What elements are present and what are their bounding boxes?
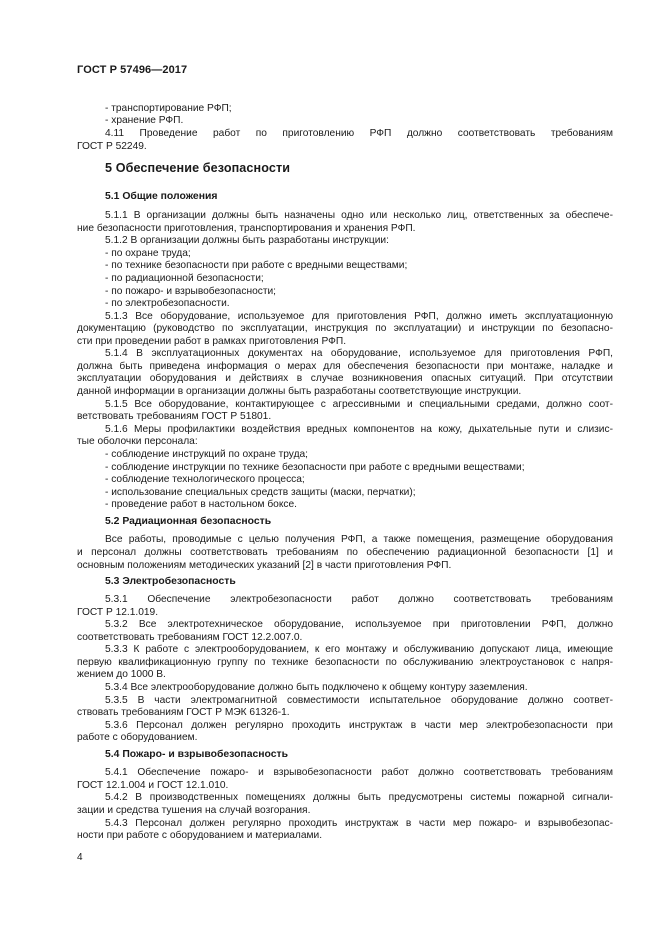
text-line: соответствовать требованиям ГОСТ 12.2.007.0. xyxy=(77,632,303,643)
text-line: должна быть приведена информация о мерах для обеспечения безопасности при монтаже, наладке и xyxy=(77,361,613,372)
text-line: и персонал должны соответствовать требованиям по обеспечению радиационной безопасности [1] и xyxy=(77,547,613,558)
text-line: зации и средства тушения на случай возгорания. xyxy=(77,805,311,816)
text-line: ГОСТ 12.1.004 и ГОСТ 12.1.010. xyxy=(77,780,229,791)
text-line: 4.11 Проведение работ по приготовлению РФП должно соответствовать требованиям xyxy=(105,128,613,139)
text-line: 5.1.5 Все оборудование, контактирующее с агрессивными и специальными средами, должно соот- xyxy=(105,399,613,410)
text-line: - по электробезопасности. xyxy=(105,298,230,309)
text-line: ности при работе с оборудованием и материалами. xyxy=(77,830,323,841)
text-line: - использование специальных средств защиты (маски, перчатки); xyxy=(105,487,416,498)
subsection-heading: 5.1 Общие положения xyxy=(105,191,218,202)
text-line: основным положениям методических указаний [2] в части приготовления РФП. xyxy=(77,560,452,571)
text-line: - проведение работ в настольном боксе. xyxy=(105,499,297,510)
text-line: первую квалификационную группу по технике безопасности по обслуживанию электроустановок с напря- xyxy=(77,657,613,668)
text-line: жением до 1000 В. xyxy=(77,669,166,680)
text-line: ветствовать требованиям ГОСТ Р 51801. xyxy=(77,411,272,422)
text-line: 5.1.1 В организации должны быть назначены одно или несколько лиц, ответственных за обеспече- xyxy=(105,210,613,221)
text-line: 5.4.2 В производственных помещениях должны быть предусмотрены системы пожарной сигнали- xyxy=(105,792,613,803)
text-line: 5.3.6 Персонал должен регулярно проходить инструктаж в части мер электробезопасности при xyxy=(105,720,613,731)
text-line: - транспортирование РФП; xyxy=(105,103,232,114)
text-line: работе с оборудованием. xyxy=(77,732,198,743)
text-line: Все работы, проводимые с целью получения РФП, а также помещения, размещение оборудования xyxy=(105,534,613,545)
text-line: ГОСТ Р 12.1.019. xyxy=(77,607,159,618)
text-line: - по технике безопасности при работе с вредными веществами; xyxy=(105,260,408,271)
text-line: - соблюдение технологического процесса; xyxy=(105,474,305,485)
subsection-heading: 5.2 Радиационная безопасность xyxy=(105,516,272,527)
text-line: 5.3.4 Все электрооборудование должно быть подключено к общему контуру заземления. xyxy=(105,682,528,693)
text-line: 5.1.3 Все оборудование, используемое для приготовления РФП, должно иметь эксплуатационную xyxy=(105,311,613,322)
text-line: сти при проведении работ в рамках приготовления РФП. xyxy=(77,336,347,347)
section-heading: 5 Обеспечение безопасности xyxy=(105,161,291,175)
text-line: - по радиационной безопасности; xyxy=(105,273,264,284)
text-line: ствовать требованиям ГОСТ Р МЭК 61326-1. xyxy=(77,707,290,718)
subsection-heading: 5.4 Пожаро- и взрывобезопасность xyxy=(105,749,288,760)
text-line: - соблюдение инструкции по технике безопасности при работе с вредными веществами; xyxy=(105,462,525,473)
text-line: документацию (руководство по эксплуатации, инструкция по эксплуатации) и инструкции по безопасно- xyxy=(77,323,613,334)
text-line: эксплуатации оборудования и действиях в случае возникновения опасных ситуаций. При отсутствии xyxy=(77,373,613,384)
text-line: ГОСТ Р 52249. xyxy=(77,141,147,152)
text-line: 5.4.1 Обеспечение пожаро- и взрывобезопасности работ должно соответствовать требованиям xyxy=(105,767,613,778)
text-line: 5.1.6 Меры профилактики воздействия вредных компонентов на кожу, дыхательные пути и слизис- xyxy=(105,424,613,435)
text-line: - по пожаро- и взрывобезопасности; xyxy=(105,286,277,297)
text-line: данной информации в организации должны быть разработаны соответствующие инструкции. xyxy=(77,386,522,397)
subsection-heading: 5.3 Электробезопасность xyxy=(105,576,236,587)
text-line: 5.3.1 Обеспечение электробезопасности работ должно соответствовать требованиям xyxy=(105,594,613,605)
text-line: 5.3.3 К работе с электрооборудованием, к его монтажу и обслуживанию допускают лица, имеющие xyxy=(105,644,613,655)
text-line: - соблюдение инструкций по охране труда; xyxy=(105,449,309,460)
text-line: - хранение РФП. xyxy=(105,115,184,126)
text-line: 5.3.5 В части электромагнитной совместимости испытательное оборудование должно соответ- xyxy=(105,695,613,706)
text-line: тые оболочки персонала: xyxy=(77,436,198,447)
text-line: 5.1.4 В эксплуатационных документах на оборудование, используемое для приготовления РФП, xyxy=(105,348,613,359)
text-line: 5.4.3 Персонал должен регулярно проходить инструктаж в части мер пожаро- и взрывобезопас- xyxy=(105,818,613,829)
text-line: - по охране труда; xyxy=(105,248,191,259)
text-line: 5.1.2 В организации должны быть разработаны инструкции: xyxy=(105,235,389,246)
page-number: 4 xyxy=(77,852,83,863)
text-line: 5.3.2 Все электротехническое оборудование, используемое при приготовлении РФП, должно xyxy=(105,619,613,630)
document-header: ГОСТ Р 57496—2017 xyxy=(77,64,188,76)
text-line: ние безопасности приготовления, транспортирования и хранения РФП. xyxy=(77,223,416,234)
